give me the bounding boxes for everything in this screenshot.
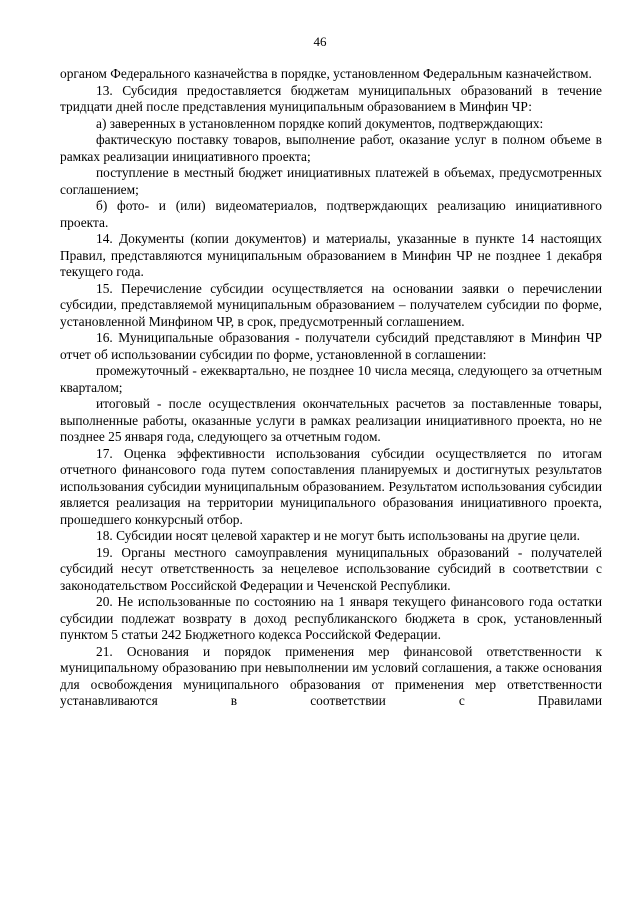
paragraph-13-b: б) фото- и (или) видеоматериалов, подтверждающих реализацию инициативного проекта.: [60, 198, 602, 230]
paragraph-17: 17. Оценка эффективности использования субсидии осуществляется по итогам отчетного финансового года путем сопоставления планируемых и достигнутых результатов использования субсидии муниципальным образованием. Результатом использования субсидии является реализация на территории муниципального образования инициативного проекта, прошедшего конкурсный отбор.: [60, 445, 602, 527]
paragraph-13-a-item-1: фактическую поставку товаров, выполнение работ, оказание услуг в полном объеме в рамках реализации инициативного проекта;: [60, 132, 602, 164]
paragraph-13-a: а) заверенных в установленном порядке копий документов, подтверждающих:: [96, 115, 544, 131]
paragraph-19: 19. Органы местного самоуправления муниципальных образований - получателей субсидий несут ответственность за нецелевое использование субсидий в соответствии с законодательством Российской Федерации и Чеченской Республики.: [60, 544, 602, 593]
paragraph-20: 20. Не использованные по состоянию на 1 января текущего финансового года остатки субсидии подлежат возврату в доход республиканского бюджета в срок, установленный пунктом 5 статьи 242 Бюджетного кодекса Российской Федерации.: [60, 594, 602, 642]
paragraph-16-interim: промежуточный - ежеквартально, не позднее 10 числа месяца, следующего за отчетным кварталом;: [60, 363, 602, 395]
paragraph-continuation: органом Федерального казначейства в порядке, установленном Федеральным казначейством.: [60, 66, 592, 81]
paragraph-16-final: итоговый - после осуществления окончательных расчетов за поставленные товары, выполненные работы, оказанные услуги в рамках реализации инициативного проекта, но не позднее 25 января года, следующего за отчетным годом.: [60, 396, 602, 444]
paragraph-14: 14. Документы (копии документов) и материалы, указанные в пункте 14 настоящих Правил, представляются муниципальным образованием в Минфин ЧР не позднее 1 декабря текущего года.: [60, 231, 602, 279]
paragraph-21: 21. Основания и порядок применения мер финансовой ответственности к муниципальному образованию при невыполнении им условий соглашения, а также основания для освобождения муниципального образования от применения мер ответственности устанавливаются в соответствии с Правилами: [60, 643, 602, 708]
paragraph-18: 18. Субсидии носят целевой характер и не могут быть использованы на другие цели.: [96, 528, 581, 543]
paragraph-13-a-item-2: поступление в местный бюджет инициативных платежей в объемах, предусмотренных соглашением;: [60, 165, 602, 197]
paragraph-13: 13. Субсидия предоставляется бюджетам муниципальных образований в течение тридцати дней после представления муниципальным образованием в Минфин ЧР:: [60, 82, 602, 114]
document-body: [60, 66, 602, 710]
paragraph-15: 15. Перечисление субсидии осуществляется на основании заявки о перечислении субсидии, представляемой муниципальным образованием – получателем субсидии по форме, установленной Минфином ЧР, в срок, предусмотренный соглашением.: [60, 280, 602, 329]
page-number: 46: [313, 34, 327, 49]
paragraph-16: 16. Муниципальные образования - получатели субсидий представляют в Минфин ЧР отчет об использовании субсидии по форме, установленной в соглашении:: [60, 330, 602, 362]
